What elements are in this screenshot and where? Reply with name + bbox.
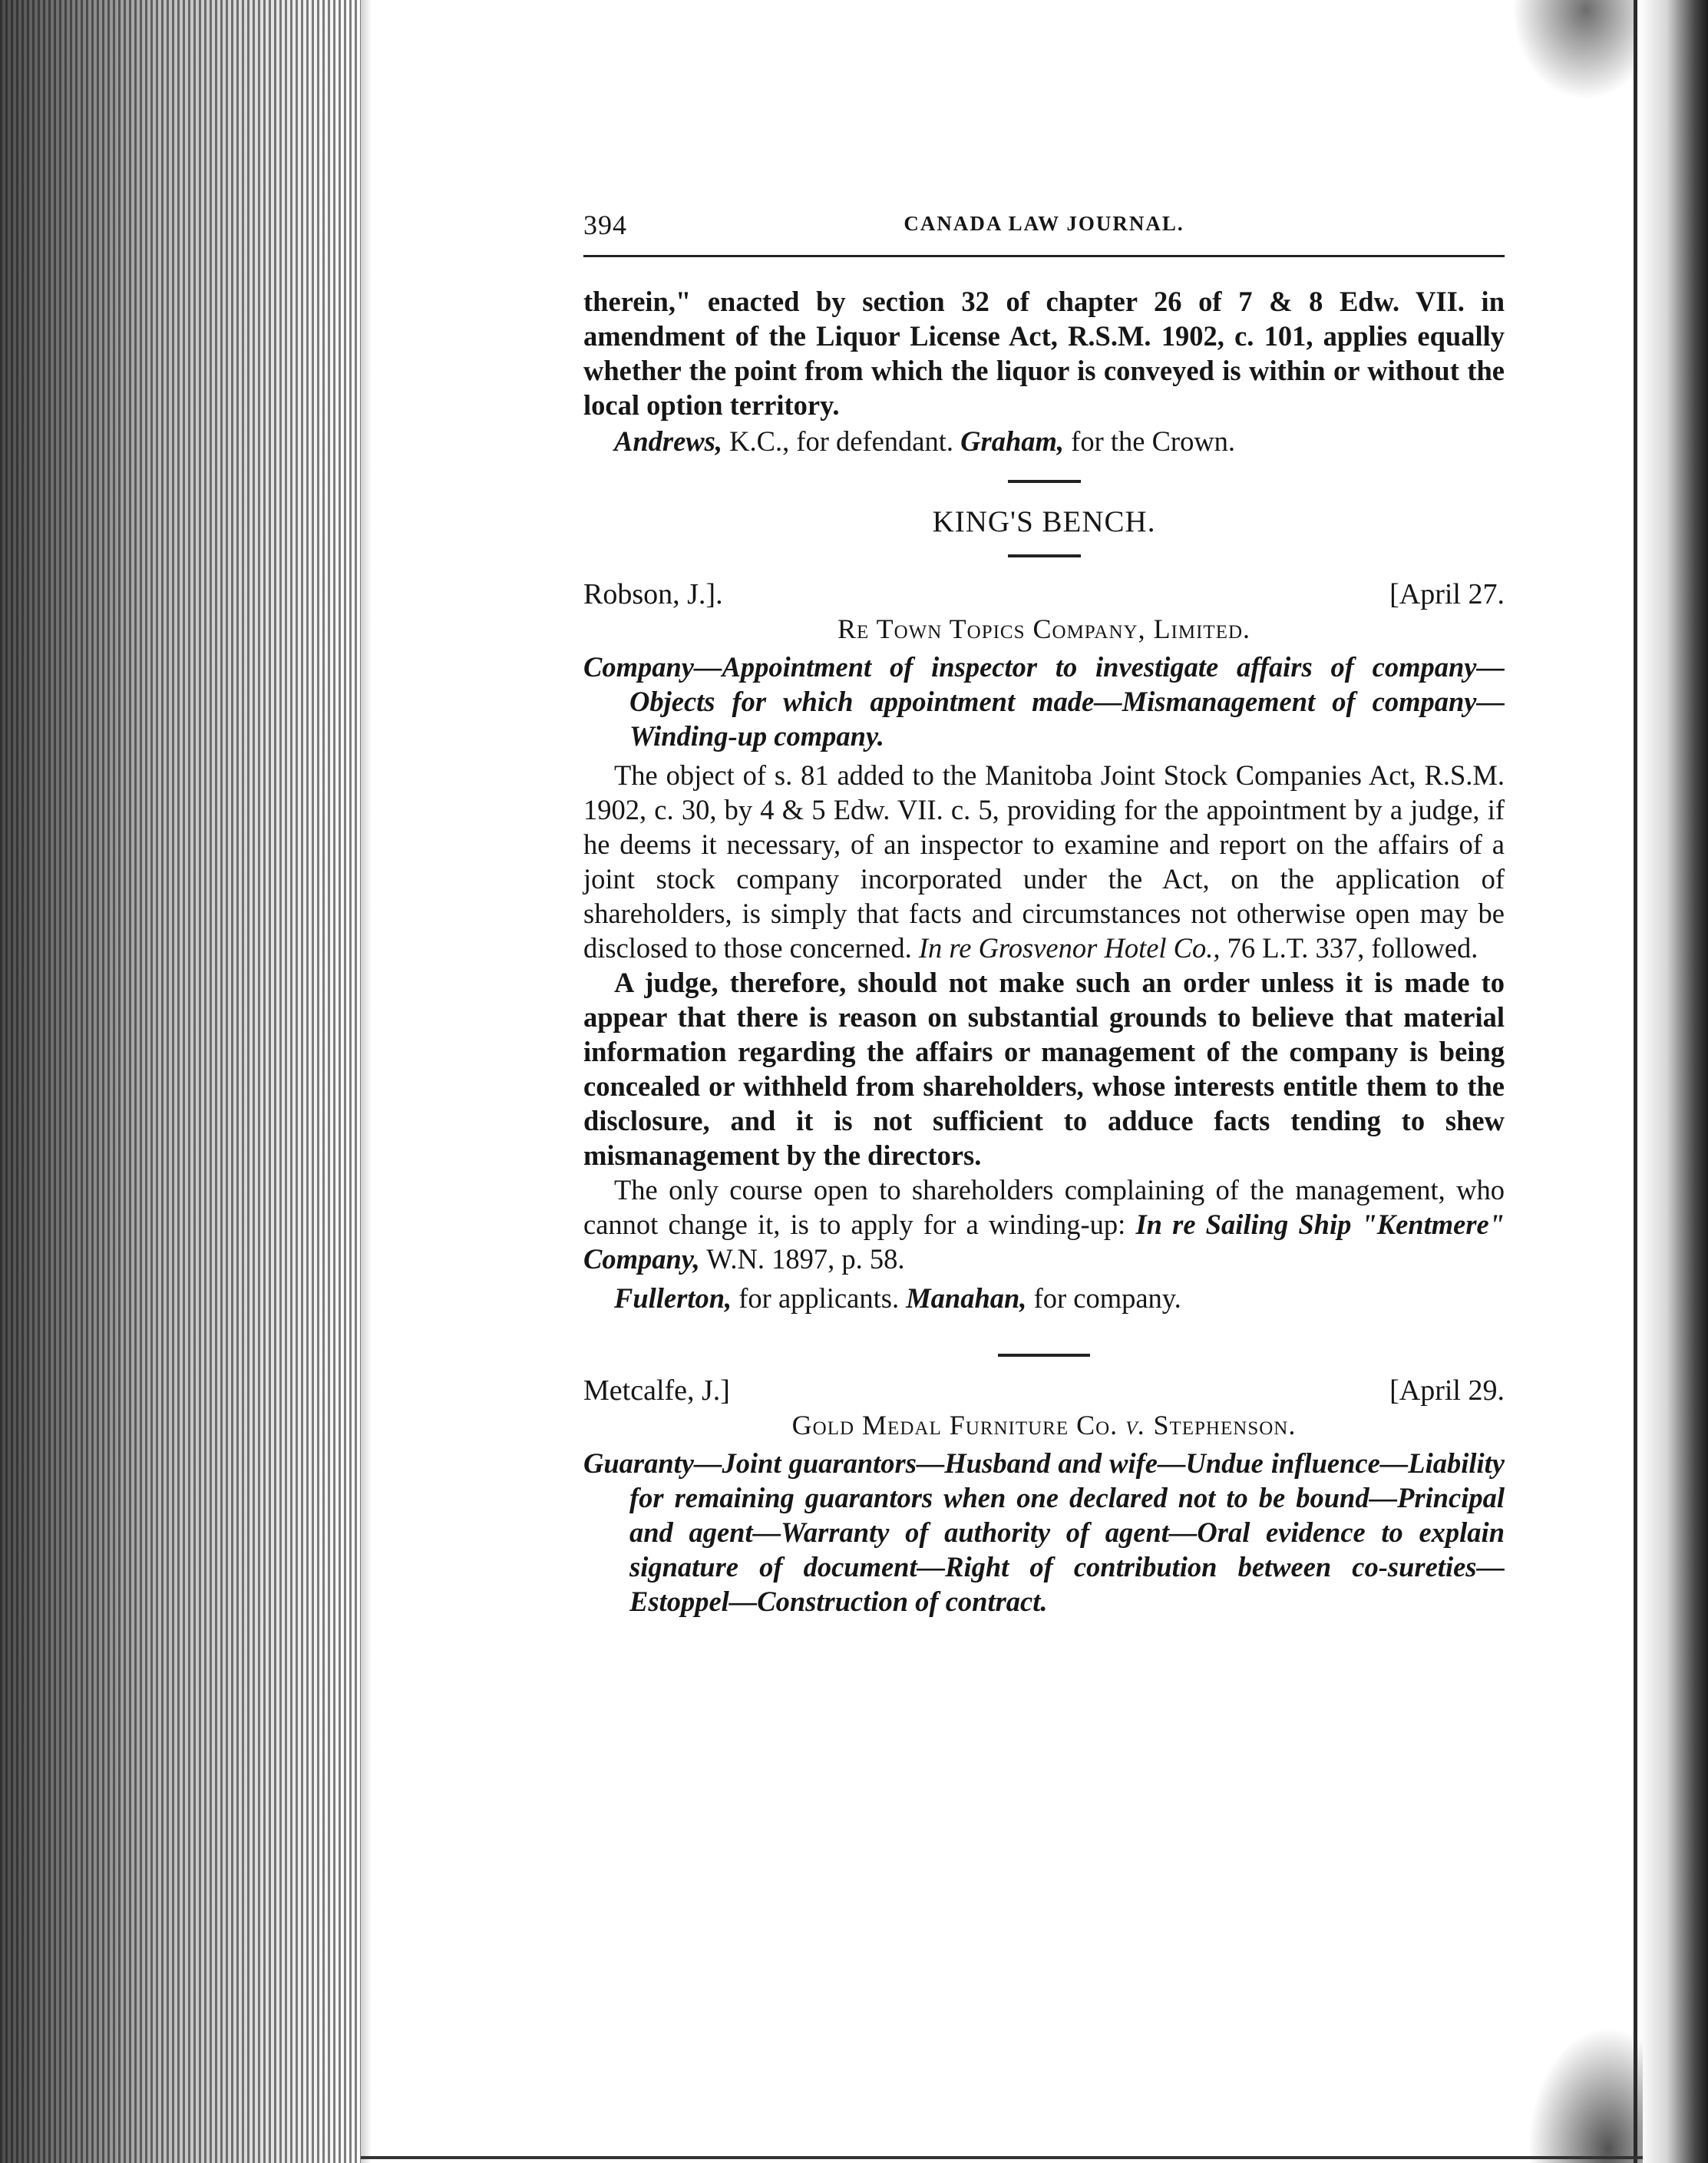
counsel-name: Graham, xyxy=(960,425,1065,457)
decision-date: [April 27. xyxy=(1389,578,1505,610)
case-citation: In re Sailing Ship "Kentmere" Company, xyxy=(583,1209,1505,1275)
counsel-name: Fullerton, xyxy=(614,1282,732,1314)
headnote-paragraph: The object of s. 81 added to the Manitoba Joint Stock Companies Act, R.S.M. 1902, c. 30, by 4 & 5 Edw. VII. c. 5, providing for the appointment by a judge, if he deems it necessary, of an inspector to examine and report on the affairs of a joint stock company incorporated under the Act, on the application of shareholders, is simply that facts and circumstances not otherwise open may be disclosed to those concerned. In re Grosvenor Hotel Co., 76 L.T. 337, followed. xyxy=(583,759,1505,964)
case-judge-line xyxy=(583,1374,1505,1408)
scan-smudge xyxy=(1528,2027,1643,2163)
continued-paragraph: therein," enacted by section 32 of chapter 26 of 7 & 8 Edw. VII. in amendment of the Liquor License Act, R.S.M. 1902, c. 101, applies equally whether the point from which the liquor is conveyed is within or without the local option territory. xyxy=(583,286,1505,421)
counsel-role: for applicants. xyxy=(732,1282,900,1314)
journal-page xyxy=(583,192,1505,1617)
journal-title: CANADA LAW JOURNAL. xyxy=(904,212,1184,235)
page-body xyxy=(583,284,1505,1619)
counsel-line xyxy=(583,424,1505,458)
page-number: 394 xyxy=(583,210,627,240)
bottom-border-line xyxy=(361,2156,1643,2159)
judge-name: Robson, J.]. xyxy=(583,578,723,610)
counsel-role: for company. xyxy=(1026,1282,1181,1314)
court-heading: KING'S BENCH. xyxy=(932,505,1156,538)
catchwords: Company—Appointment of inspector to investigate affairs of company—Objects for which appointment made—Mismanagement of company—Winding-up company. xyxy=(583,651,1505,752)
right-border-line xyxy=(1634,0,1637,2163)
right-page-edge xyxy=(1639,0,1708,2163)
case-name: Gold Medal Furniture Co. v. Stephenson. xyxy=(791,1410,1297,1440)
headnote-paragraph: The only course open to shareholders complaining of the management, who cannot change it, is to apply for a winding-up: In re Sailing Ship "Kentmere" Company, W.N. 1897, p. 58. xyxy=(583,1174,1505,1275)
counsel-name: Manahan, xyxy=(906,1282,1027,1314)
binding-shadow xyxy=(0,0,368,2163)
counsel-name: Andrews, xyxy=(614,425,722,457)
counsel-role: K.C., for defendant. xyxy=(722,425,954,457)
page-header xyxy=(583,192,1505,238)
counsel-role: for the Crown. xyxy=(1064,425,1236,457)
catchwords: Guaranty—Joint guarantors—Husband and wife—Undue influence—Liability for remaining guarantors when one declared not to be bound—Principal and agent—Warranty of authority of agent—Oral evidence to explain signature of document—Right of contribution between co-sureties—Estoppel—Construction of contract. xyxy=(583,1447,1505,1617)
header-rule xyxy=(583,255,1505,257)
judge-name: Metcalfe, J.] xyxy=(583,1374,730,1407)
headnote-paragraph: A judge, therefore, should not make such an order unless it is made to appear that there is reason on substantial grounds to believe that material information regarding the affairs or management of the company is being concealed or withheld from shareholders, whose interests entitle them to the disclosure, and it is not sufficient to adduce facts tending to shew mismanagement by the directors. xyxy=(583,967,1505,1171)
case-citation: In re Grosvenor Hotel Co., xyxy=(918,932,1221,964)
scan-smudge xyxy=(1512,0,1635,100)
counsel-line xyxy=(583,1281,1505,1315)
decision-date: [April 29. xyxy=(1389,1374,1505,1407)
case-name: Re Town Topics Company, Limited. xyxy=(837,614,1251,644)
case-judge-line xyxy=(583,577,1505,612)
binding-edge xyxy=(361,0,372,2163)
